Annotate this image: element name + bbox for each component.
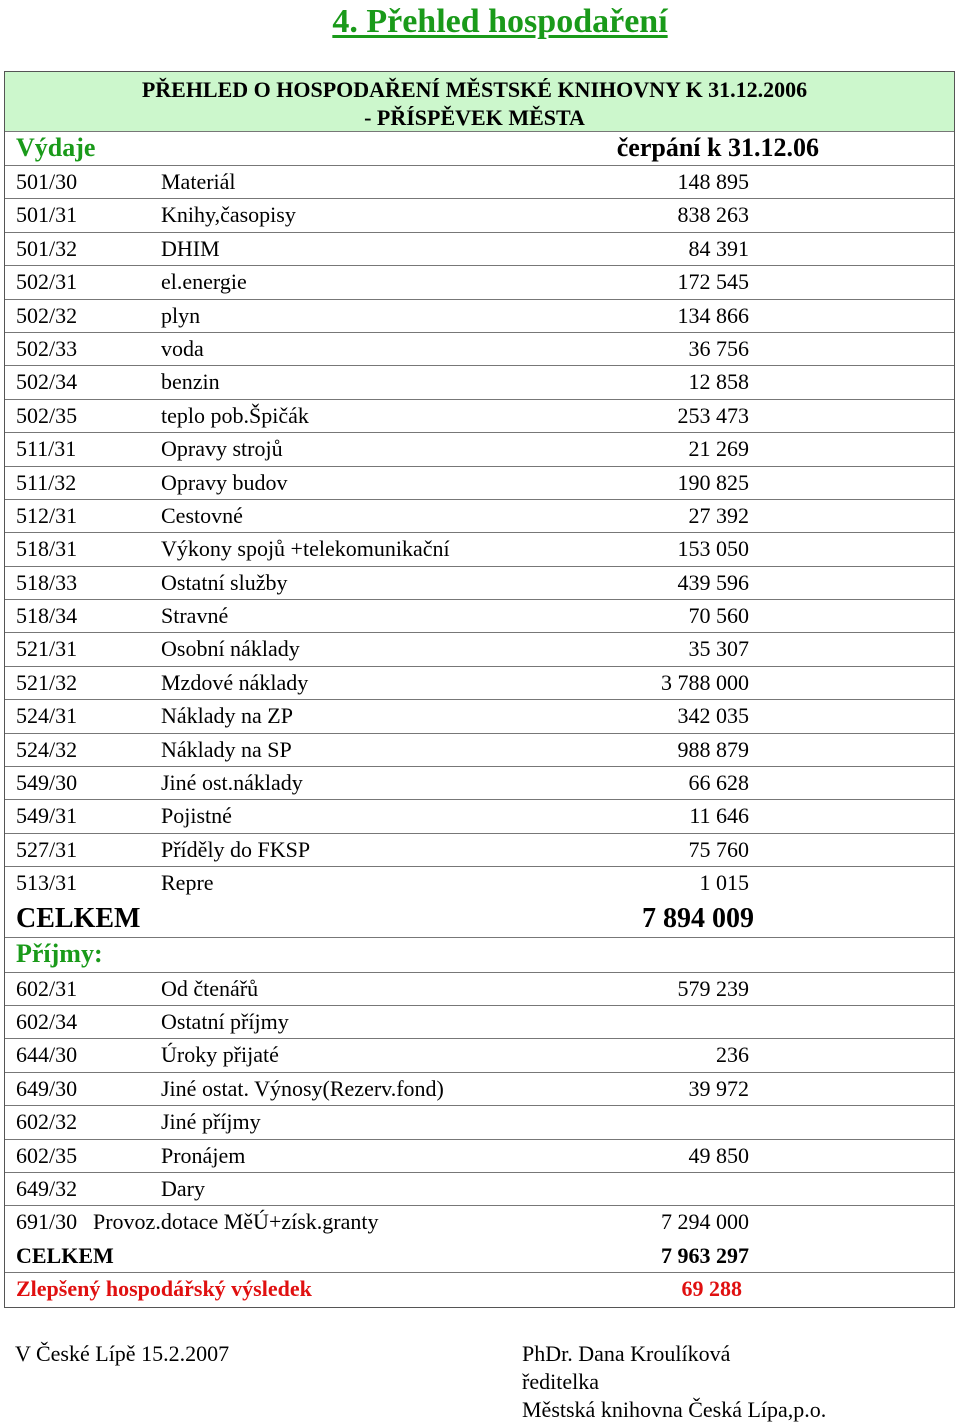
account-code: 524/32 <box>16 736 78 762</box>
item-name: Jiné ostat. Výnosy(Rezerv.fond) <box>161 1075 444 1101</box>
expense-row <box>5 433 954 466</box>
account-code: 518/34 <box>16 603 78 629</box>
expense-row <box>5 199 954 232</box>
account-code: 502/31 <box>16 269 78 295</box>
footer-signature <box>522 1340 826 1424</box>
income-row <box>5 973 954 1006</box>
expense-row <box>5 266 954 299</box>
item-value: 988 879 <box>677 736 749 762</box>
item-name: Dary <box>161 1175 205 1201</box>
expense-row <box>5 600 954 633</box>
item-name: voda <box>161 335 204 361</box>
account-code: 501/30 <box>16 169 78 194</box>
result-row <box>5 1273 954 1306</box>
expense-row <box>5 834 954 867</box>
account-code: 524/31 <box>16 703 78 729</box>
item-value: 190 825 <box>677 469 749 495</box>
item-name: Ostatní služby <box>161 569 288 595</box>
income-total-row <box>5 1240 954 1273</box>
result-label: Zlepšený hospodářský výsledek <box>16 1276 312 1302</box>
item-value: 153 050 <box>677 536 749 562</box>
expense-row <box>5 533 954 566</box>
account-code: 521/32 <box>16 669 78 695</box>
income-row <box>5 1206 954 1239</box>
item-value: 11 646 <box>689 803 749 829</box>
expenses-total-row <box>5 901 954 938</box>
item-name: Úroky přijaté <box>161 1042 279 1068</box>
expense-row <box>5 233 954 266</box>
account-code: 501/31 <box>16 202 78 228</box>
item-name: Mzdové náklady <box>161 669 309 695</box>
item-name: Opravy budov <box>161 469 288 495</box>
item-name: Náklady na ZP <box>161 703 293 729</box>
item-name: DHIM <box>161 235 220 261</box>
place-date: V České Lípě 15.2.2007 <box>15 1341 230 1366</box>
item-value: 35 307 <box>688 636 749 662</box>
expense-row <box>5 800 954 833</box>
expense-row <box>5 867 954 900</box>
expenses-section-header <box>5 132 954 166</box>
income-row <box>5 1106 954 1139</box>
expense-row <box>5 567 954 600</box>
item-name: Příděly do FKSP <box>161 836 311 862</box>
item-value: 39 972 <box>688 1075 749 1101</box>
result-value: 69 288 <box>681 1276 742 1302</box>
income-total-value: 7 963 297 <box>661 1242 749 1268</box>
item-name: Výkony spojů +telekomunikační <box>161 536 450 562</box>
account-code: 549/30 <box>16 770 78 796</box>
finance-table <box>4 71 955 1308</box>
expense-row <box>5 467 954 500</box>
item-value: 3 788 000 <box>661 669 749 695</box>
account-code: 602/32 <box>16 1109 78 1135</box>
income-row <box>5 1006 954 1039</box>
item-name: Cestovné <box>161 502 243 528</box>
income-total-label: CELKEM <box>16 1242 114 1268</box>
expense-row <box>5 700 954 733</box>
income-row <box>5 1039 954 1072</box>
item-name: benzin <box>161 369 220 395</box>
item-value: 439 596 <box>677 569 749 595</box>
item-value: 7 294 000 <box>661 1209 749 1235</box>
account-code: 521/31 <box>16 636 78 662</box>
item-name: Provoz.dotace MěÚ+získ.granty <box>93 1209 379 1235</box>
expenses-total-value: 7 894 009 <box>642 902 754 934</box>
account-code: 527/31 <box>16 836 78 862</box>
item-name: Repre <box>161 870 214 896</box>
item-name: el.energie <box>161 269 247 295</box>
item-value: 342 035 <box>677 703 749 729</box>
item-value: 12 858 <box>688 369 749 395</box>
item-name: Jiné příjmy <box>161 1109 261 1135</box>
account-code: 549/31 <box>16 803 78 829</box>
item-name: Pojistné <box>161 803 232 829</box>
item-value: 84 391 <box>688 235 749 261</box>
item-name: Stravné <box>161 603 229 629</box>
account-code: 518/31 <box>16 536 78 562</box>
item-value: 49 850 <box>688 1142 749 1168</box>
account-code: 501/32 <box>16 235 78 261</box>
item-value: 253 473 <box>677 402 749 428</box>
account-code: 518/33 <box>16 569 78 595</box>
account-code: 602/31 <box>16 975 78 1001</box>
income-section-header <box>5 938 954 973</box>
account-code: 602/34 <box>16 1008 78 1034</box>
expense-row <box>5 400 954 433</box>
item-value: 75 760 <box>688 836 749 862</box>
expense-row <box>5 767 954 800</box>
expenses-total-label: CELKEM <box>16 902 141 934</box>
footer-place-date <box>15 1340 229 1368</box>
account-code: 513/31 <box>16 870 78 896</box>
account-code: 691/30 <box>16 1209 78 1235</box>
item-value: 36 756 <box>688 335 749 361</box>
account-code: 649/32 <box>16 1175 78 1201</box>
page-title: 4. Přehled hospodaření <box>332 3 668 40</box>
expense-row <box>5 633 954 666</box>
expense-row <box>5 166 954 199</box>
signer-name: PhDr. Dana Kroulíková <box>522 1341 731 1366</box>
table-header-subtitle: - PŘÍSPĚVEK MĚSTA <box>364 105 585 130</box>
expenses-label: Výdaje <box>16 133 96 162</box>
item-value: 21 269 <box>688 436 749 462</box>
item-value: 838 263 <box>677 202 749 228</box>
item-name: Náklady na SP <box>161 736 292 762</box>
item-name: plyn <box>161 302 201 328</box>
item-name: Ostatní příjmy <box>161 1008 289 1034</box>
item-value: 579 239 <box>677 975 749 1001</box>
expense-row <box>5 333 954 366</box>
item-value: 1 015 <box>699 870 749 896</box>
item-value: 66 628 <box>688 770 749 796</box>
table-header <box>5 72 954 132</box>
item-name: Pronájem <box>161 1142 246 1168</box>
item-value: 172 545 <box>677 269 749 295</box>
item-name: Od čtenářů <box>161 975 259 1001</box>
item-name: Opravy strojů <box>161 436 283 462</box>
signer-org: Městská knihovna Česká Lípa,p.o. <box>522 1397 827 1422</box>
income-label: Příjmy: <box>16 938 103 968</box>
expense-row <box>5 500 954 533</box>
income-row <box>5 1073 954 1106</box>
expense-row <box>5 366 954 399</box>
account-code: 502/33 <box>16 335 78 361</box>
item-value: 27 392 <box>688 502 749 528</box>
income-row <box>5 1173 954 1206</box>
item-value: 70 560 <box>688 603 749 629</box>
item-value: 148 895 <box>677 169 749 194</box>
item-name: Osobní náklady <box>161 636 300 662</box>
account-code: 511/31 <box>16 436 77 462</box>
account-code: 511/32 <box>16 469 77 495</box>
account-code: 602/35 <box>16 1142 78 1168</box>
item-value: 236 <box>716 1042 749 1068</box>
expenses-column-label: čerpání k 31.12.06 <box>616 133 819 162</box>
account-code: 512/31 <box>16 502 78 528</box>
account-code: 502/35 <box>16 402 78 428</box>
item-value: 134 866 <box>677 302 749 328</box>
expense-row <box>5 300 954 333</box>
expense-row <box>5 734 954 767</box>
table-header-title: PŘEHLED O HOSPODAŘENÍ MĚSTSKÉ KNIHOVNY K 31.12.2006 <box>141 77 808 102</box>
item-name: teplo pob.Špičák <box>161 402 309 428</box>
signer-role: ředitelka <box>522 1369 599 1394</box>
account-code: 502/34 <box>16 369 78 395</box>
account-code: 649/30 <box>16 1075 78 1101</box>
item-name: Materiál <box>161 169 236 194</box>
income-row <box>5 1140 954 1173</box>
account-code: 502/32 <box>16 302 78 328</box>
account-code: 644/30 <box>16 1042 78 1068</box>
item-name: Jiné ost.náklady <box>161 770 303 796</box>
expense-row <box>5 667 954 700</box>
item-name: Knihy,časopisy <box>161 202 296 228</box>
